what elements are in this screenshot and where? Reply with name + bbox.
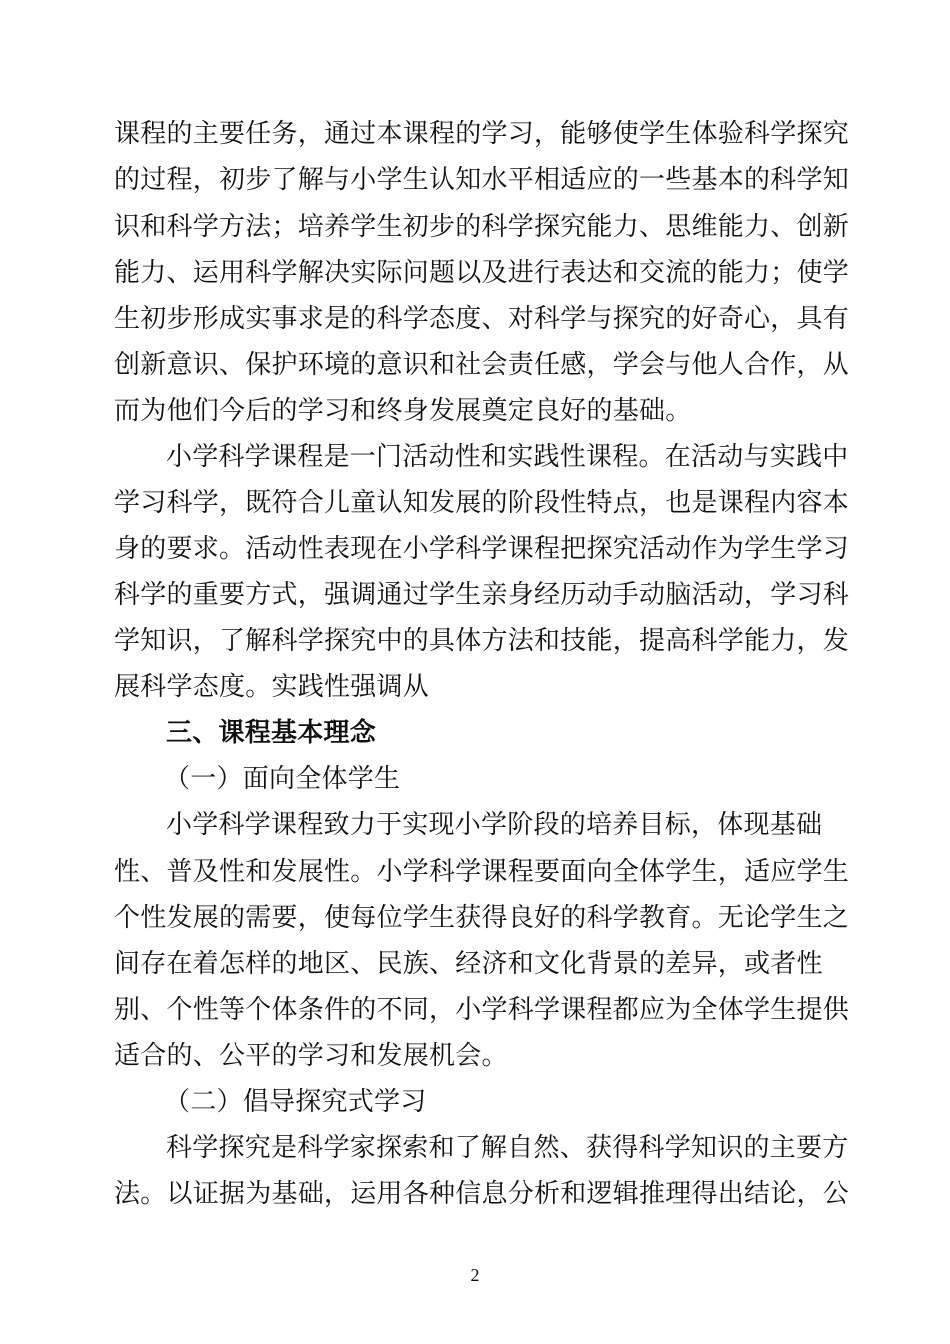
paragraph-line: 个性发展的需要，使每位学生获得良好的科学教育。无论学生之: [114, 903, 850, 933]
paragraph-line: 的过程，初步了解与小学生认知水平相适应的一些基本的科学知: [114, 165, 850, 195]
paragraph-line: 小学科学课程致力于实现小学阶段的培养目标，体现基础: [166, 810, 823, 840]
paragraph-line: 法。以证据为基础，运用各种信息分析和逻辑推理得出结论，公: [114, 1179, 850, 1209]
paragraph-line: 科学探究是科学家探索和了解自然、获得科学知识的主要方: [166, 1133, 849, 1163]
paragraph-line: 课程的主要任务，通过本课程的学习，能够使学生体验科学探究: [114, 119, 850, 149]
paragraph-line: 展科学态度。实践性强调从: [114, 672, 430, 702]
page-number: 2: [470, 1265, 480, 1285]
section-heading: 三、课程基本理念: [166, 718, 377, 748]
subsection-heading: （二）倡导探究式学习: [164, 1087, 427, 1117]
paragraph-line: 科学的重要方式，强调通过学生亲身经历动手动脑活动，学习科: [114, 580, 850, 610]
paragraph-line: 识和科学方法；培养学生初步的科学探究能力、思维能力、创新: [114, 212, 850, 242]
paragraph-line: 身的要求。活动性表现在小学科学课程把探究活动作为学生学习: [114, 534, 850, 564]
paragraph-line: 生初步形成实事求是的科学态度、对科学与探究的好奇心，具有: [114, 304, 850, 334]
paragraph-line: 性、普及性和发展性。小学科学课程要面向全体学生，适应学生: [114, 857, 850, 887]
paragraph-line: 学习科学，既符合儿童认知发展的阶段性特点，也是课程内容本: [114, 488, 850, 518]
paragraph-line: 间存在着怎样的地区、民族、经济和文化背景的差异，或者性: [114, 949, 823, 979]
paragraph-line: 能力、运用科学解决实际问题以及进行表达和交流的能力；使学: [114, 258, 850, 288]
paragraph-line: 小学科学课程是一门活动性和实践性课程。在活动与实践中: [166, 442, 849, 472]
paragraph-line: 而为他们今后的学习和终身发展奠定良好的基础。: [114, 396, 692, 426]
paragraph-line: 创新意识、保护环境的意识和社会责任感，学会与他人合作，从: [114, 350, 850, 380]
subsection-heading: （一）面向全体学生: [164, 764, 401, 794]
paragraph-line: 学知识，了解科学探究中的具体方法和技能，提高科学能力，发: [114, 626, 850, 656]
paragraph-line: 别、个性等个体条件的不同，小学科学课程都应为全体学生提供: [114, 995, 850, 1025]
paragraph-line: 适合的、公平的学习和发展机会。: [114, 1041, 508, 1071]
